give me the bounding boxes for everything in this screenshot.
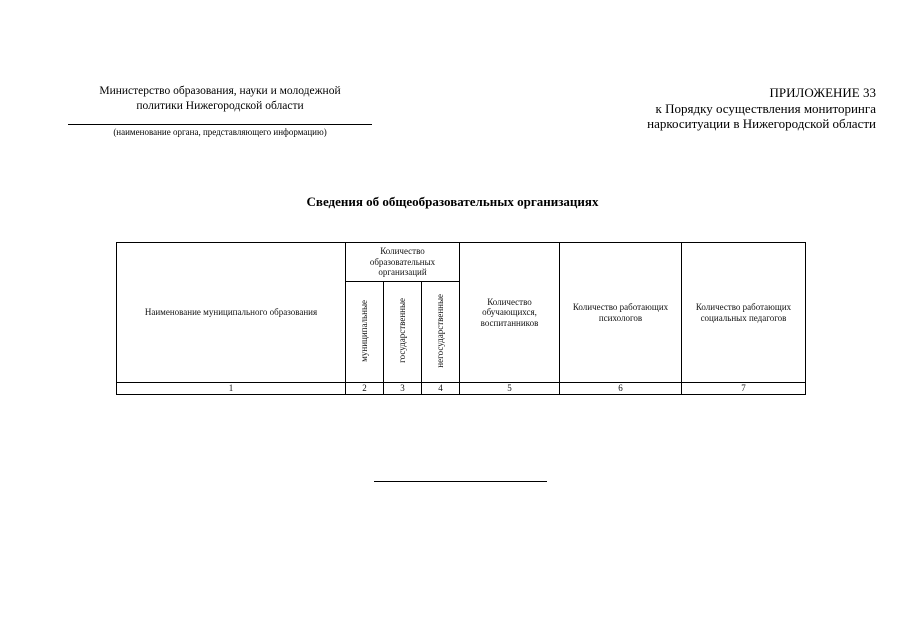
appendix-line2: к Порядку осуществления мониторинга (655, 100, 876, 116)
data-table (116, 242, 806, 395)
appendix-title: ПРИЛОЖЕНИЕ 33 (769, 85, 876, 100)
column-number: 7 (682, 383, 806, 395)
org-name-line2: политики Нижегородской области (136, 100, 304, 112)
header-state: государственные (397, 298, 408, 364)
header-nonstate-cell (422, 282, 460, 383)
column-number: 4 (422, 383, 460, 395)
header-municipal-cell (346, 282, 384, 383)
org-name-line1: Министерство образования, науки и молодежной (99, 85, 341, 97)
header-psychologists: Количество работающих психологов (560, 243, 682, 383)
signature-line (374, 481, 547, 482)
header-state-cell (384, 282, 422, 383)
column-number: 3 (384, 383, 422, 395)
header-social-teachers: Количество работающих социальных педагогов (682, 243, 806, 383)
appendix-line3: наркоситуации в Нижегородской области (647, 116, 876, 131)
column-number: 5 (460, 383, 560, 395)
org-block (68, 84, 372, 138)
org-caption: (наименование органа, представляющего информацию) (113, 127, 327, 137)
document-title: Сведения об общеобразовательных организациях (306, 194, 599, 209)
column-number-row (117, 383, 806, 395)
org-name-underline (68, 124, 372, 125)
column-number: 6 (560, 383, 682, 395)
header-students: Количество обучающихся, воспитанников (460, 243, 560, 383)
header-municipality: Наименование муниципального образования (117, 243, 346, 383)
header-municipal: муниципальные (359, 299, 370, 362)
appendix-block (576, 85, 876, 132)
header-org-count: Количество образовательных организаций (346, 243, 460, 282)
column-number: 1 (117, 383, 346, 395)
header-nonstate: негосударственные (435, 293, 446, 368)
column-number: 2 (346, 383, 384, 395)
